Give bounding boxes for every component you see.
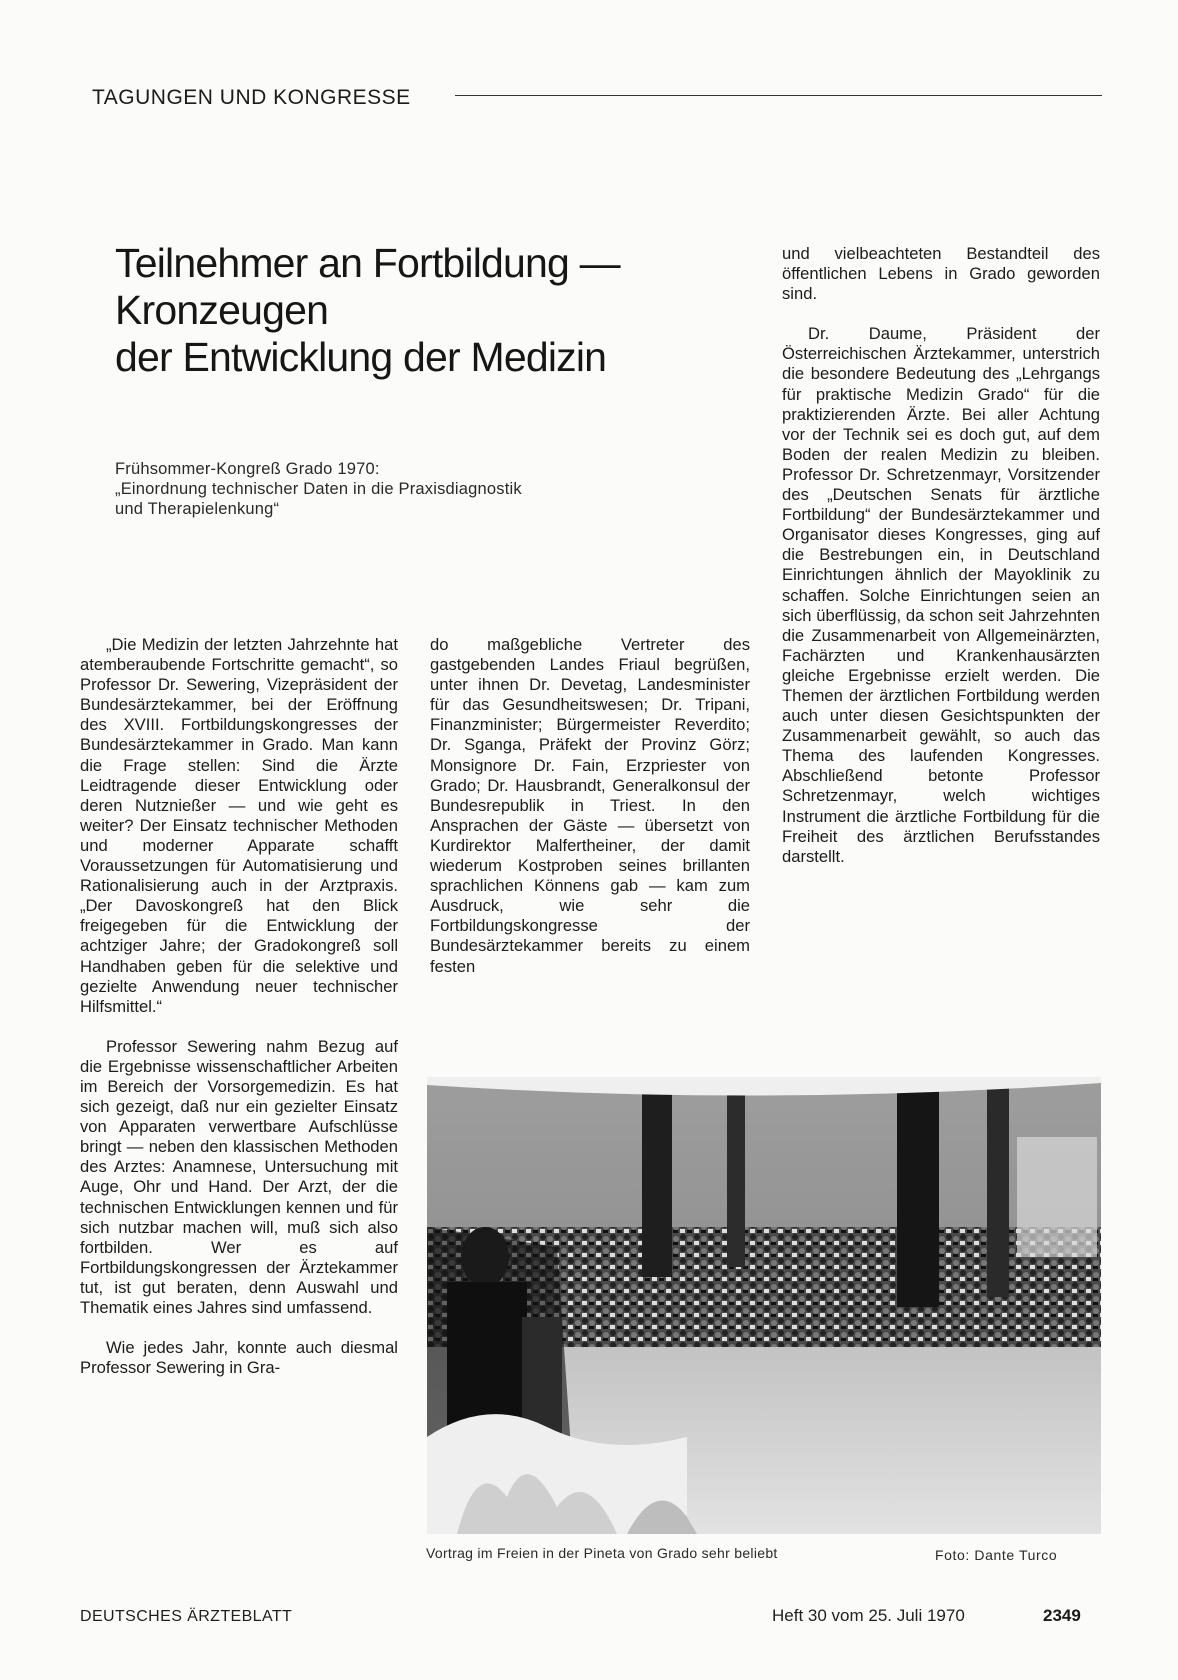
- subtitle-line: und Therapielenkung“: [115, 500, 280, 518]
- subtitle-line: „Einordnung technischer Daten in die Praxisdiagnostik: [115, 480, 522, 498]
- paragraph: und vielbeachteten Bestandteil des öffentlichen Lebens in Grado geworden sind.: [782, 244, 1100, 304]
- text-column-right: [782, 244, 1100, 867]
- paragraph: do maßgebliche Vertreter des gastgebenden Landes Friaul begrüßen, unter ihnen Dr. Devetag, Landesminister für das Gesundheitswesen; Dr. Tripani, Finanzminister; Bürgermeister Reverdito; Dr. Sganga, Präfekt der Provinz Görz; Monsignore Dr. Fain, Erzpriester von Grado; Dr. Hausbrandt, Generalkonsul der Bundesrepublik in Triest. In den Ansprachen der Gäste — übersetzt von Kurdirektor Malfertheiner, der damit wiederum Kostproben seines brillanten sprachlichen Könnens gab — kam zum Ausdruck, wie sehr die Fortbildungskongresse der Bundesärztekammer bereits zu einem festen: [430, 635, 750, 976]
- headline-line: der Entwicklung der Medizin: [115, 334, 607, 380]
- text-column-middle: [430, 635, 750, 977]
- photo-credit: Foto: Dante Turco: [935, 1547, 1058, 1563]
- paragraph: Dr. Daume, Präsident der Österreichischen Ärztekammer, unterstrich die besondere Bedeutung des „Lehrgangs für praktische Medizin Grado“ für die praktizierenden Ärzte. Bei aller Achtung vor der Technik sei es doch gut, auf dem Boden der realen Medizin zu bleiben. Professor Dr. Schretzenmayr, Vorsitzender des „Deutschen Senats für ärztliche Fortbildung“ der Bundesärztekammer und Organisator dieses Kongresses, ging auf die Bestrebungen ein, in Deutschland Einrichtungen ähnlich der Mayoklinik zu schaffen. Solche Einrichtungen seien an sich überflüssig, da schon seit Jahrzehnten die Zusammenarbeit von Allgemeinärzten, Fachärzten und Krankenhausärzten gleiche Ergebnisse erzielt werden. Die Themen der ärztlichen Fortbildung werden auch unter diesen Gesichtspunkten der Zusammenarbeit gewählt, so auch das Thema des laufenden Kongresses. Abschließend betonte Professor Schretzenmayr, welch wichtiges Instrument die ärztliche Fortbildung für die Freiheit des ärztlichen Berufsstandes darstellt.: [782, 324, 1100, 866]
- article-subtitle: [115, 459, 522, 519]
- section-header: TAGUNGEN UND KONGRESSE: [92, 86, 411, 109]
- header-rule: [455, 95, 1102, 96]
- paragraph: Wie jedes Jahr, konnte auch diesmal Professor Sewering in Gra-: [80, 1338, 398, 1378]
- photo-caption: Vortrag im Freien in der Pineta von Grado sehr beliebt: [426, 1545, 778, 1561]
- headline-line: Teilnehmer an Fortbildung —: [115, 240, 620, 286]
- article-headline: [115, 240, 620, 381]
- paragraph: Professor Sewering nahm Bezug auf die Ergebnisse wissenschaftlicher Arbeiten im Bereich der Vorsorgemedizin. Es hat sich gezeigt, daß nur ein gezielter Einsatz von Apparaten verwertbare Aufschlüsse bringt — neben den klassischen Methoden des Arztes: Anamnese, Untersuchung mit Auge, Ohr und Hand. Der Arzt, der die technischen Entwicklungen kennen und für sich nutzbar machen will, muß sich also fortbilden. Wer es auf Fortbildungskongressen der Ärztekammer tut, ist gut beraten, denn Auswahl und Thematik eines Jahres sind umfassend.: [80, 1036, 398, 1317]
- page-number: 2349: [1043, 1606, 1081, 1625]
- subtitle-line: Frühsommer-Kongreß Grado 1970:: [115, 460, 380, 478]
- event-photo: [427, 1077, 1101, 1534]
- headline-line: Kronzeugen: [115, 287, 329, 333]
- issue-info: Heft 30 vom 25. Juli 1970: [772, 1606, 965, 1625]
- journal-name: DEUTSCHES ÄRZTEBLATT: [80, 1608, 293, 1625]
- paragraph: „Die Medizin der letzten Jahrzehnte hat atemberaubende Fortschritte gemacht“, so Professor Dr. Sewering, Vizepräsident der Bundesärztekammer, bei der Eröffnung des XVIII. Fortbildungskongresses der Bundesärztekammer in Grado. Man kann die Frage stellen: Sind die Ärzte Leidtragende dieser Entwicklung oder deren Nutznießer — und wie geht es weiter? Der Einsatz technischer Methoden und moderner Apparate schafft Voraussetzungen für Automatisierung und Rationalisierung auch in der Arztpraxis. „Der Davoskongreß hat den Blick freigegeben für die Entwicklung der achtziger Jahre; der Gradokongreß soll Handhaben geben für die selektive und gezielte Anwendung neuer technischer Hilfsmittel.“: [80, 635, 398, 1016]
- text-column-left: [80, 635, 398, 1378]
